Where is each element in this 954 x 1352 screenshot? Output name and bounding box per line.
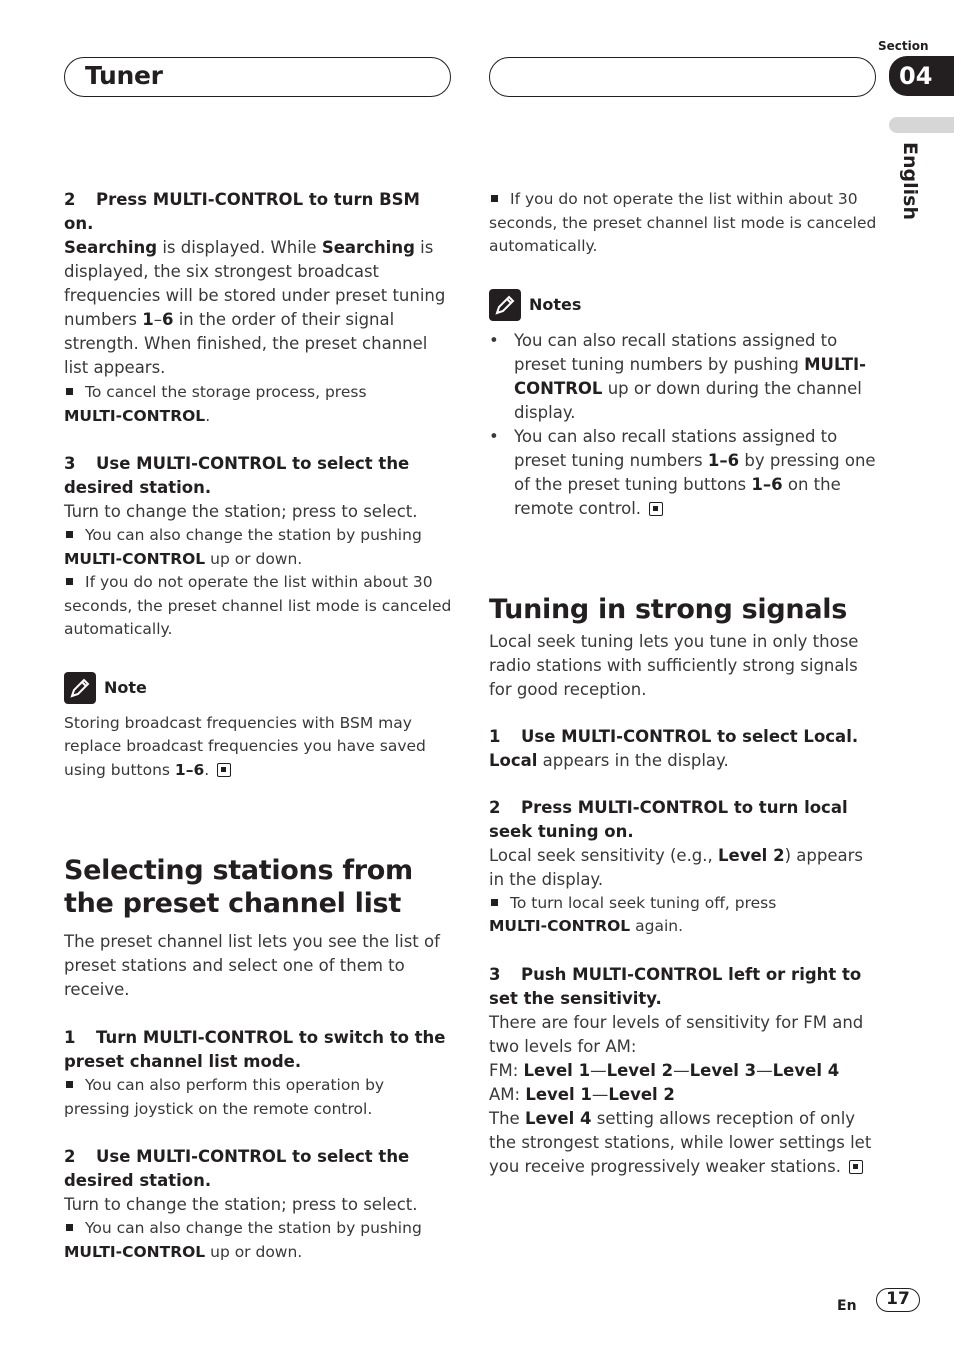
text-run: Searching [64,238,158,257]
bullet-item: If you do not operate the list within about 30 seconds, the preset channel list mode is canceled automatically. [489,190,877,255]
bullet-item: If you do not operate the list within about 30 seconds, the preset channel list mode is canceled automatically. [64,573,452,638]
level-label: Level 1 [525,1084,592,1104]
end-mark-icon [649,502,663,516]
level-label: Level 1 [523,1060,591,1080]
left-column [64,188,454,1264]
level-separator: — [756,1060,773,1080]
text-run: in the order of their signal strength. When finished, the preset channel list appears. [64,310,428,377]
step-heading: 3 Push MULTI-CONTROL left or right to set the sensitivity. [489,964,862,1008]
right-column [489,188,879,1179]
section-number-badge: 04 [889,56,954,96]
end-mark-icon [217,763,231,777]
language-tab [889,117,954,133]
language-label: English [899,142,921,220]
level-label: Level 2 [606,1060,674,1080]
step-heading: 1 Turn MULTI-CONTROL to switch to the preset channel list mode. [64,1028,446,1071]
step-body: Turn to change the station; press to select. [64,1195,418,1214]
level-label: Level 4 [772,1060,840,1080]
title-box [64,57,451,97]
text-run: – [153,310,162,329]
step-body: Local appears in the display. [489,750,729,770]
step-body [64,236,454,380]
section-intro: Local seek tuning lets you tune in only those radio stations with sufficiently strong signals for good reception. [489,631,859,699]
bullet-item: To turn local seek tuning off, press MULTI-CONTROL again. [489,893,777,935]
level-separator: — [673,1060,690,1080]
bullet-item: You can also change the station by pushing MULTI-CONTROL up or down. [64,1219,422,1261]
note-heading: Note [64,672,454,704]
page-title: Tuner [85,61,163,90]
step-heading: 2 Press MULTI-CONTROL to turn local seek tuning on. [489,797,848,841]
bullet-item: To cancel the storage process, press MULTI-CONTROL. [64,383,367,425]
step-heading: 2 Use MULTI-CONTROL to select the desired station. [64,1147,410,1190]
level-separator: — [591,1084,609,1104]
step-heading: 1 Use MULTI-CONTROL to select Local. [489,726,859,746]
pencil-icon [64,672,96,704]
step-heading: 2 Press MULTI-CONTROL to turn BSM on. [64,190,420,233]
note-item: • You can also recall stations assigned to preset tuning numbers 1–6 by pressing one of the preset tuning buttons 1–6 on the remote control. [489,426,876,518]
section-label: Section [878,39,929,53]
text-run: 6 [161,310,174,329]
pencil-icon [489,289,521,321]
text-run: is displayed, the six strongest broadcast frequencies will be stored under preset tuning numbers [64,238,446,329]
fm-levels: FM: Level 1—Level 2—Level 3—Level 4 [489,1060,840,1080]
text-run: Searching [321,238,415,257]
bullet-item: You can also change the station by pushing MULTI-CONTROL up or down. [64,526,422,568]
step-body: Turn to change the station; press to select. [64,502,418,521]
step-body: There are four levels of sensitivity for FM and two levels for AM: [489,1012,864,1056]
step-heading: 3 Use MULTI-CONTROL to select the desired station. [64,454,410,497]
section-heading: Selecting stations from the preset channel list [64,855,413,919]
level-label: Level 2 [608,1084,675,1104]
level-label: Level 3 [689,1060,757,1080]
section-intro: The preset channel list lets you see the list of preset stations and select one of them to receive. [64,932,440,999]
final-paragraph: The Level 4 setting allows reception of only the strongest stations, while lower settings let you receive progressively weaker stations. [489,1108,872,1176]
step-body: Local seek sensitivity (e.g., Level 2) appears in the display. [489,845,863,889]
note-text: Storing broadcast frequencies with BSM may replace broadcast frequencies you have saved using buttons 1–6. [64,713,426,779]
bullet-item: You can also perform this operation by pressing joystick on the remote control. [64,1076,385,1118]
title-box-right [489,57,876,97]
am-levels: AM: Level 1—Level 2 [489,1084,675,1104]
level-separator: — [590,1060,607,1080]
end-mark-icon [849,1160,863,1174]
page-number: 17 [876,1288,920,1312]
text-run: 1 [142,310,154,329]
note-item: • You can also recall stations assigned to preset tuning numbers by pushing MULTI-CONTROL up or down during the channel display. [489,330,866,422]
section-heading: Tuning in strong signals [489,593,847,625]
text-run: is displayed. While [157,238,322,257]
language-code: En [837,1298,857,1314]
notes-heading: Notes [489,289,879,321]
